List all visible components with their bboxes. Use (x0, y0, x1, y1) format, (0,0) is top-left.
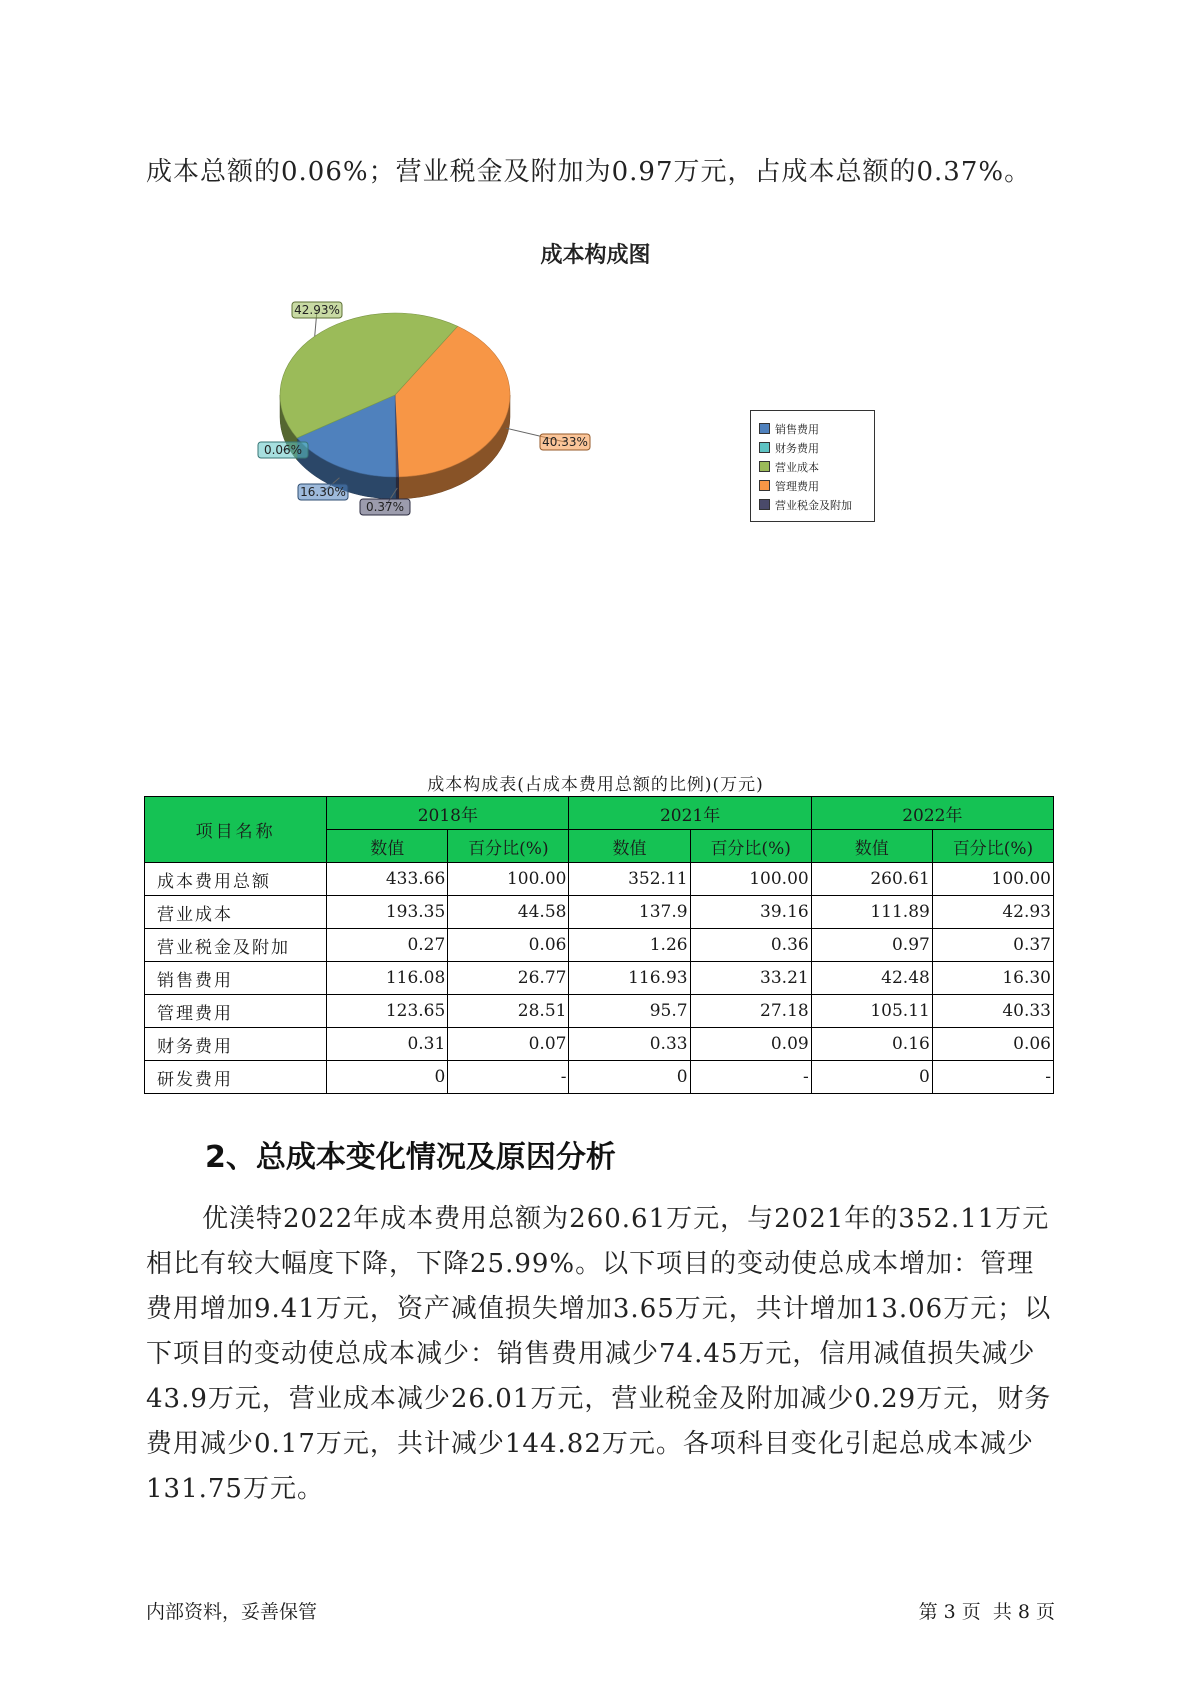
value-cell: 352.11 (569, 863, 690, 896)
top-paragraph-line: 成本总额的0.06%；营业税金及附加为0.97万元，占成本总额的0.37%。 (146, 157, 1032, 187)
legend-label: 营业成本 (775, 460, 819, 474)
value-cell: 1.26 (569, 929, 690, 962)
legend-label: 销售费用 (775, 422, 819, 436)
pie-slice-side (396, 477, 399, 499)
table-row (145, 1028, 1054, 1061)
table-caption: 成本构成表(占成本费用总额的比例)(万元) (427, 775, 764, 795)
footer-page-number: 第 3 页 共 8 页 (918, 1601, 1055, 1623)
row-label: 营业成本 (145, 896, 327, 929)
percent-cell: 0.06 (448, 929, 569, 962)
row-label: 管理费用 (145, 995, 327, 1028)
chart-title: 成本构成图 (540, 243, 651, 268)
percent-cell: 44.58 (448, 896, 569, 929)
percent-cell: 0.36 (690, 929, 811, 962)
table-row (145, 929, 1054, 962)
row-label: 销售费用 (145, 962, 327, 995)
legend-swatch (759, 461, 770, 472)
pie-label: 0.06% (263, 443, 303, 457)
chart-legend (750, 410, 875, 522)
percent-cell: 100.00 (932, 863, 1053, 896)
value-cell: 105.11 (811, 995, 932, 1028)
legend-swatch (759, 442, 770, 453)
value-cell: 0.16 (811, 1028, 932, 1061)
percent-subheader: 百分比(%) (448, 830, 569, 863)
percent-subheader: 百分比(%) (690, 830, 811, 863)
value-cell: 0.27 (327, 929, 448, 962)
percent-cell: 40.33 (932, 995, 1053, 1028)
value-cell: 137.9 (569, 896, 690, 929)
value-cell: 42.48 (811, 962, 932, 995)
percent-cell: 0.06 (932, 1028, 1053, 1061)
value-cell: 116.08 (327, 962, 448, 995)
percent-cell: 0.07 (448, 1028, 569, 1061)
percent-cell: 16.30 (932, 962, 1053, 995)
item-name-header: 项目名称 (145, 797, 327, 863)
value-subheader: 数值 (569, 830, 690, 863)
percent-cell: 0.09 (690, 1028, 811, 1061)
legend-item (759, 457, 874, 476)
value-cell: 111.89 (811, 896, 932, 929)
legend-label: 营业税金及附加 (775, 498, 852, 512)
percent-cell: - (932, 1061, 1053, 1094)
value-cell: 0 (327, 1061, 448, 1094)
legend-item (759, 476, 874, 495)
legend-swatch (759, 423, 770, 434)
percent-cell: 39.16 (690, 896, 811, 929)
legend-swatch (759, 499, 770, 510)
percent-cell: 100.00 (448, 863, 569, 896)
pie-label: 40.33% (542, 435, 588, 449)
value-cell: 433.66 (327, 863, 448, 896)
percent-subheader: 百分比(%) (932, 830, 1053, 863)
percent-cell: 42.93 (932, 896, 1053, 929)
legend-label: 管理费用 (775, 479, 819, 493)
legend-item (759, 419, 874, 438)
percent-cell: 28.51 (448, 995, 569, 1028)
body-paragraph: 优渼特2022年成本费用总额为260.61万元，与2021年的352.11万元相比有较大幅度下降，下降25.99%。以下项目的变动使总成本增加：管理费用增加9.41万元，资产减值损失增加3.65万元，共计增加13.06万元；以下项目的变动使总成本减少：销售费用减少74.45万元，信用减值损失减少43.9万元，营业成本减少26.01万元，营业税金及附加减少0.29万元，财务费用减少0.17万元，共计减少144.82万元。各项科目变化引起总成本减少131.75万元。 (146, 1204, 1052, 1504)
percent-cell: 33.21 (690, 962, 811, 995)
value-cell: 193.35 (327, 896, 448, 929)
year-header: 2021年 (569, 797, 811, 830)
legend-item (759, 438, 874, 457)
legend-label: 财务费用 (775, 441, 819, 455)
value-cell: 95.7 (569, 995, 690, 1028)
section-heading: 2、总成本变化情况及原因分析 (205, 1140, 616, 1175)
pie-label: 0.37% (365, 500, 405, 514)
value-cell: 123.65 (327, 995, 448, 1028)
value-cell: 0 (811, 1061, 932, 1094)
value-subheader: 数值 (327, 830, 448, 863)
year-header: 2022年 (811, 797, 1053, 830)
table-row (145, 995, 1054, 1028)
legend-item (759, 495, 874, 514)
table-row (145, 863, 1054, 896)
pie-label: 42.93% (294, 303, 340, 317)
pie-label: 16.30% (300, 485, 346, 499)
value-cell: 0.97 (811, 929, 932, 962)
value-cell: 0 (569, 1061, 690, 1094)
value-cell: 260.61 (811, 863, 932, 896)
table-row (145, 962, 1054, 995)
table-row (145, 896, 1054, 929)
row-label: 营业税金及附加 (145, 929, 327, 962)
value-subheader: 数值 (811, 830, 932, 863)
percent-cell: - (448, 1061, 569, 1094)
footer-confidential-note: 内部资料，妥善保管 (146, 1601, 318, 1623)
percent-cell: 27.18 (690, 995, 811, 1028)
percent-cell: 0.37 (932, 929, 1053, 962)
value-cell: 0.33 (569, 1028, 690, 1061)
row-label: 成本费用总额 (145, 863, 327, 896)
row-label: 财务费用 (145, 1028, 327, 1061)
value-cell: 116.93 (569, 962, 690, 995)
pie-chart (240, 300, 640, 560)
table-body (145, 863, 1054, 1094)
row-label: 研发费用 (145, 1061, 327, 1094)
table-row (145, 1061, 1054, 1094)
value-cell: 0.31 (327, 1028, 448, 1061)
percent-cell: - (690, 1061, 811, 1094)
legend-swatch (759, 480, 770, 491)
percent-cell: 100.00 (690, 863, 811, 896)
percent-cell: 26.77 (448, 962, 569, 995)
year-header: 2018年 (327, 797, 569, 830)
cost-structure-table (144, 796, 1054, 1094)
